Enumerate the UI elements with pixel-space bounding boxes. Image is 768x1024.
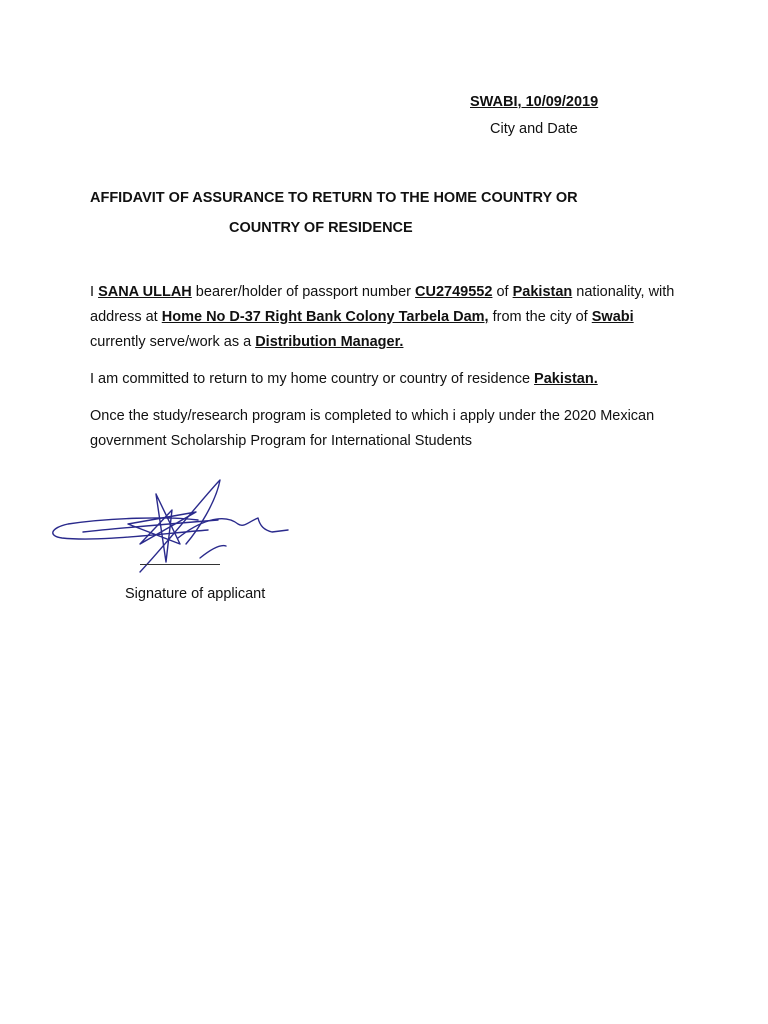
occupation-value: Distribution Manager.	[255, 334, 404, 350]
place-date-block	[468, 94, 618, 137]
city-value: Swabi	[591, 309, 634, 325]
signature-line	[140, 564, 220, 565]
passport-number: CU2749552	[415, 284, 493, 300]
signature-tail-stroke	[178, 518, 288, 538]
signature-flick-stroke	[200, 546, 226, 558]
signature-label: Signature of applicant	[125, 586, 266, 602]
applicant-name: SANA ULLAH	[98, 284, 192, 300]
declaration-text-4: from the city of	[488, 309, 592, 325]
declaration-text-3: nationality, with address at	[90, 284, 675, 325]
place-date-label: City and Date	[490, 121, 578, 137]
handwritten-signature	[48, 472, 298, 582]
affidavit-body	[90, 280, 690, 454]
declaration-prefix: I	[90, 284, 99, 300]
document-title-line-1: AFFIDAVIT OF ASSURANCE TO RETURN TO THE HOME COUNTRY OR	[90, 190, 578, 206]
commitment-paragraph	[90, 367, 690, 392]
declaration-text-1: bearer/holder of passport number	[191, 284, 416, 300]
signature-strokes	[53, 480, 288, 572]
commitment-text: I am committed to return to my home country or country of residence	[90, 371, 535, 387]
program-paragraph: Once the study/research program is completed to which i apply under the 2020 Mexican government Scholarship Program for International Students	[90, 408, 655, 449]
declaration-text-5: currently serve/work as a	[90, 334, 256, 350]
declaration-text-2: of	[492, 284, 513, 300]
return-country-value: Pakistan.	[534, 371, 598, 387]
signature-star-stroke-1	[128, 494, 196, 562]
place-date-value: SWABI, 10/09/2019	[470, 94, 599, 110]
address-value: Home No D-37 Right Bank Colony Tarbela Dam,	[161, 309, 489, 325]
declaration-paragraph	[90, 280, 690, 355]
nationality-value: Pakistan	[512, 284, 573, 300]
document-title-line-2: COUNTRY OF RESIDENCE	[229, 220, 413, 236]
